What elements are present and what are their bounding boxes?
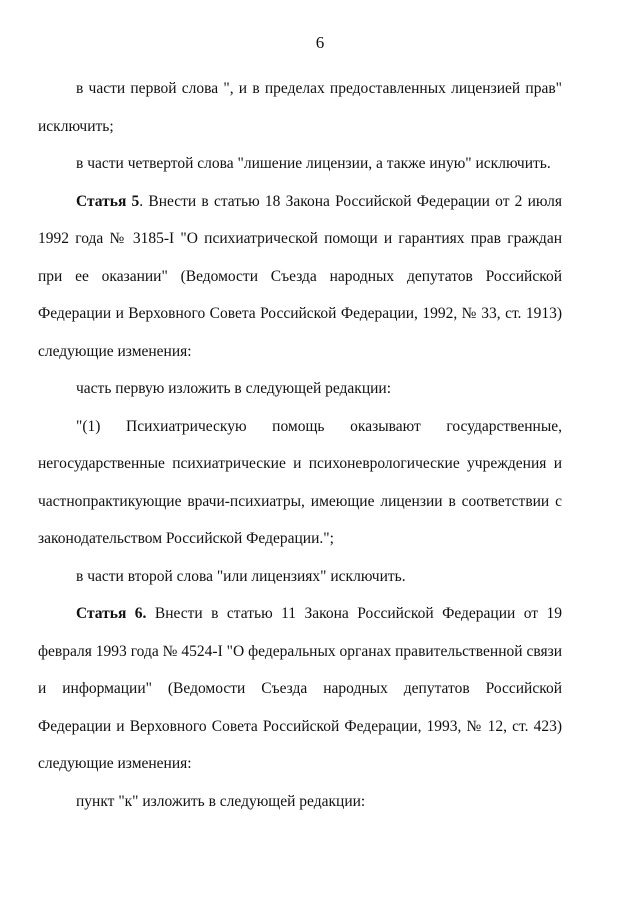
paragraph-text: Внести в статью 11 Закона Российской Федерации от 19 февраля 1993 года № 4524-I "О федеральных органах правительственной связи и информации" (Ведомости Съезда народных депутатов Российской Федерации и Верховного Совета Российской Федерации, 1993, № 12, ст. 423) следующие изменения: xyxy=(38,605,562,772)
paragraph-1 xyxy=(38,70,562,145)
paragraph-text: в части четвертой слова "лишение лицензии, а также иную" исключить. xyxy=(76,155,551,172)
paragraph-text: в части второй слова "или лицензиях" исключить. xyxy=(76,567,406,585)
paragraph-2 xyxy=(38,145,562,183)
document-body xyxy=(38,70,562,820)
paragraph-text: . Внести в статью 18 Закона Российской Федерации от 2 июля 1992 года № 3185-I "О психиатрической помощи и гарантиях прав граждан при ее оказании" (Ведомости Съезда народных депутатов Российской Федерации и Верховного Совета Российской Федерации, 1992, № 33, ст. 1913) следующие изменения: xyxy=(38,192,562,360)
paragraph-text: "(1) Психиатрическую помощь оказывают государственные, негосударственные психиатрические и психоневрологические учреждения и частнопрактикующие врачи-психиатры, имеющие лицензии в соответствии с законодательством Российской Федерации."; xyxy=(38,417,562,547)
article-6-paragraph xyxy=(38,595,562,783)
article-heading: Статья 5 xyxy=(76,192,140,210)
page-number: 6 xyxy=(315,33,325,52)
article-5-paragraph xyxy=(38,183,562,371)
paragraph-text: в части первой слова ", и в пределах предоставленных лицензией прав" исключить; xyxy=(38,80,562,135)
paragraph-text: часть первую изложить в следующей редакции: xyxy=(76,380,392,397)
paragraph-4 xyxy=(38,370,562,408)
paragraph-6 xyxy=(38,558,562,596)
paragraph-8 xyxy=(38,783,562,821)
paragraph-text: пункт "к" изложить в следующей редакции: xyxy=(76,792,366,810)
article-heading: Статья 6. xyxy=(76,605,147,622)
paragraph-5 xyxy=(38,408,562,558)
